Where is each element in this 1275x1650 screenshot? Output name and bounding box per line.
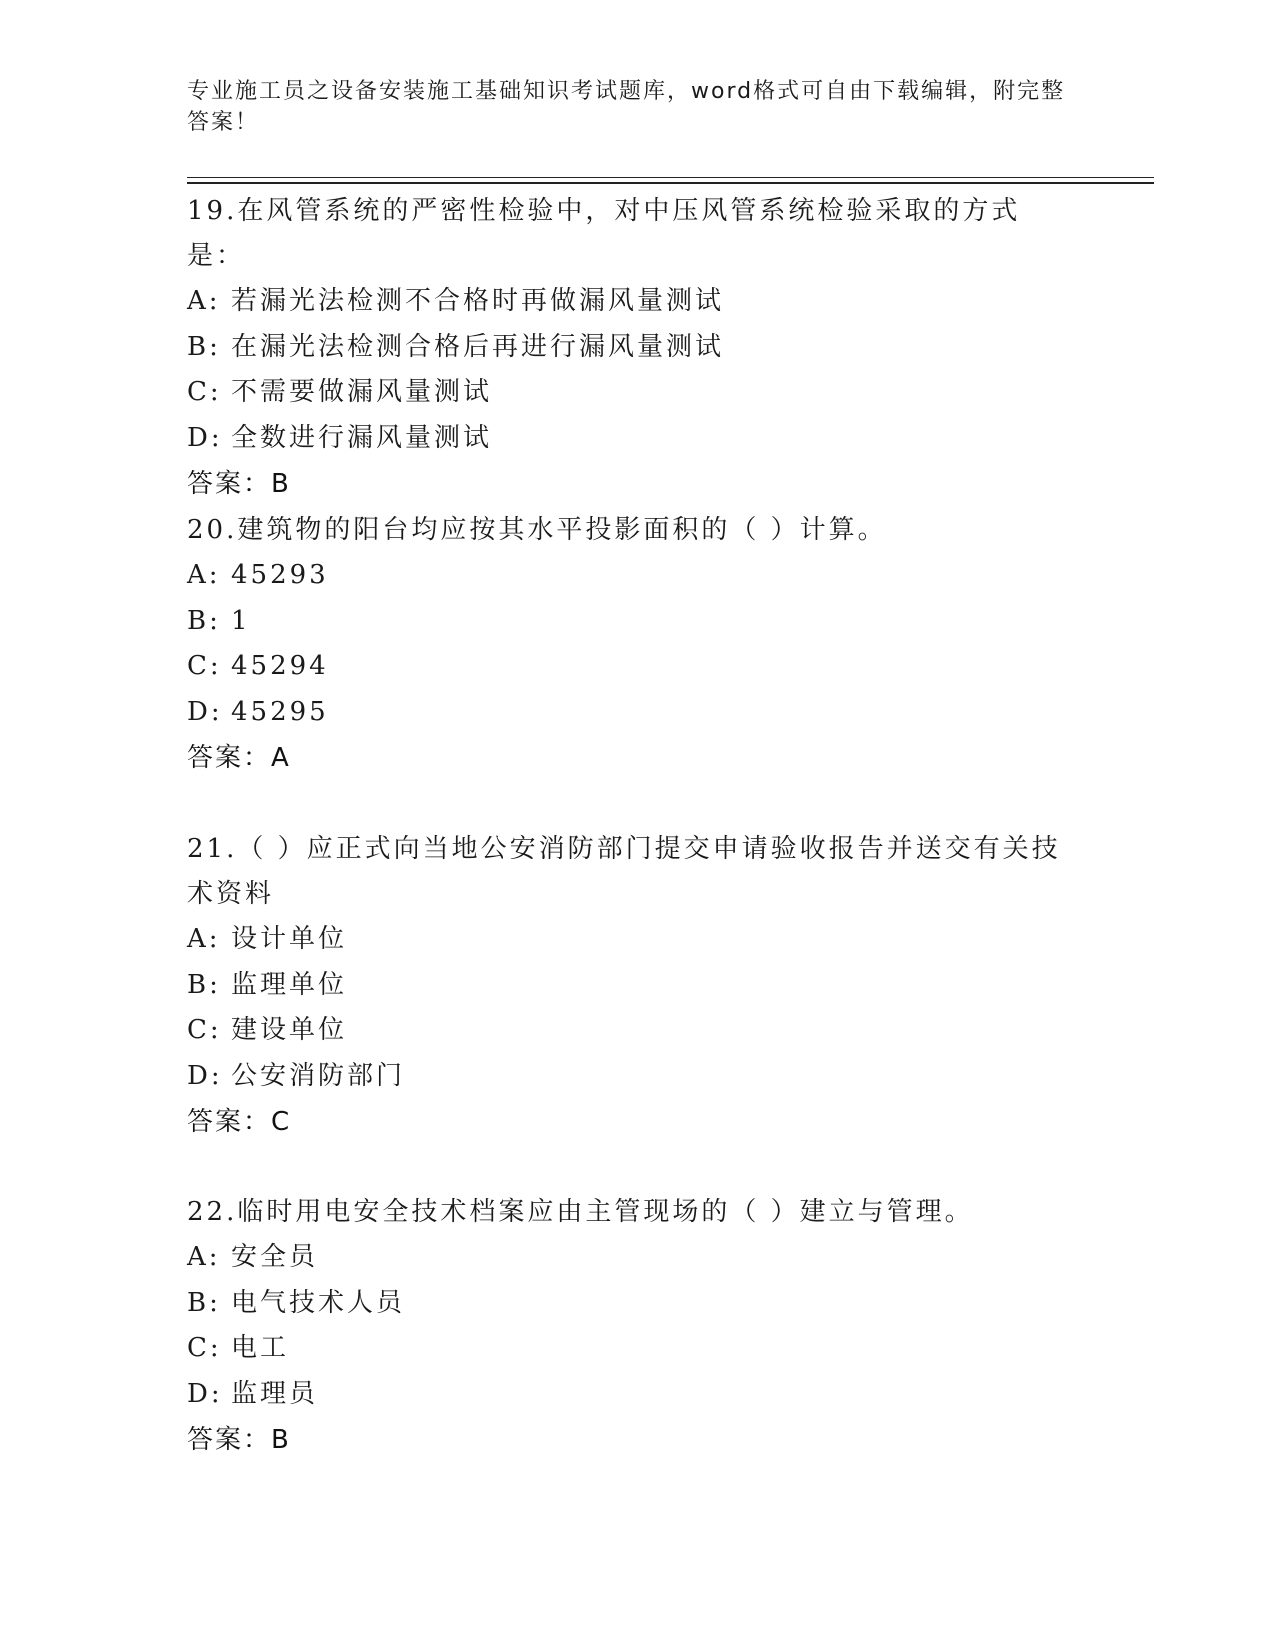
- option-d: [187, 690, 1067, 736]
- option-c: [187, 370, 1067, 416]
- option-text: 在漏光法检测合格后再进行漏风量测试: [231, 331, 725, 362]
- answer-line: 答案：A: [187, 743, 291, 773]
- answer-line: 答案：B: [187, 1425, 291, 1455]
- option-text: 电工: [231, 1333, 290, 1363]
- option-d: [187, 1372, 1067, 1418]
- option-letter: B:: [187, 969, 221, 1000]
- option-a: [187, 1235, 1067, 1281]
- option-text: 若漏光法检测不合格时再做漏风量测试: [231, 286, 725, 316]
- question-block: [187, 1190, 1067, 1463]
- question-block: [187, 827, 1067, 1145]
- option-letter: C:: [187, 651, 222, 681]
- option-letter: D:: [187, 422, 223, 453]
- option-letter: D:: [187, 1378, 223, 1409]
- question-block: [187, 508, 1067, 781]
- option-letter: A:: [187, 286, 221, 316]
- option-text: 监理员: [231, 1378, 319, 1409]
- question-stem: 19.在风管系统的严密性检验中，对中压风管系统检验采取的方式是：: [187, 196, 1021, 271]
- option-b: [187, 599, 1067, 645]
- option-text: 公安消防部门: [231, 1060, 406, 1091]
- question-stem: 20.建筑物的阳台均应按其水平投影面积的（ ）计算。: [187, 515, 887, 545]
- option-d: [187, 1054, 1067, 1100]
- answer-line: 答案：C: [187, 1107, 292, 1137]
- document-header: 专业施工员之设备安装施工基础知识考试题库，word格式可自由下载编辑，附完整答案！: [187, 79, 1066, 135]
- question-stem: 21.（ ）应正式向当地公安消防部门提交申请验收报告并送交有关技术资料: [187, 834, 1061, 909]
- option-text: 1: [231, 605, 251, 636]
- option-text: 45294: [231, 651, 329, 681]
- option-a: [187, 917, 1067, 963]
- question-stem: 22.临时用电安全技术档案应由主管现场的（ ）建立与管理。: [187, 1197, 974, 1227]
- answer-line: 答案：B: [187, 469, 291, 499]
- header-divider-bottom: [187, 182, 1154, 184]
- option-b: [187, 325, 1067, 371]
- option-text: 安全员: [231, 1242, 319, 1272]
- option-text: 设计单位: [231, 924, 348, 954]
- option-a: [187, 279, 1067, 325]
- option-letter: C:: [187, 377, 222, 407]
- option-b: [187, 1281, 1067, 1327]
- option-text: 监理单位: [231, 969, 348, 1000]
- option-d: [187, 416, 1067, 462]
- question-block: [187, 189, 1067, 507]
- option-letter: C:: [187, 1333, 222, 1363]
- option-c: [187, 644, 1067, 690]
- option-letter: B:: [187, 331, 221, 362]
- option-text: 不需要做漏风量测试: [231, 377, 493, 407]
- option-letter: C:: [187, 1015, 222, 1045]
- option-text: 建设单位: [231, 1015, 348, 1045]
- header-divider-top: [187, 177, 1154, 178]
- option-letter: A:: [187, 560, 221, 590]
- option-c: [187, 1008, 1067, 1054]
- option-text: 全数进行漏风量测试: [231, 422, 493, 453]
- option-letter: B:: [187, 1287, 221, 1318]
- option-text: 45293: [231, 560, 329, 590]
- option-letter: A:: [187, 1242, 221, 1272]
- option-b: [187, 963, 1067, 1009]
- option-text: 电气技术人员: [231, 1287, 406, 1318]
- option-letter: D:: [187, 1060, 223, 1091]
- option-c: [187, 1326, 1067, 1372]
- option-text: 45295: [231, 696, 329, 727]
- option-letter: D:: [187, 696, 223, 727]
- option-letter: B:: [187, 605, 221, 636]
- option-a: [187, 553, 1067, 599]
- option-letter: A:: [187, 924, 221, 954]
